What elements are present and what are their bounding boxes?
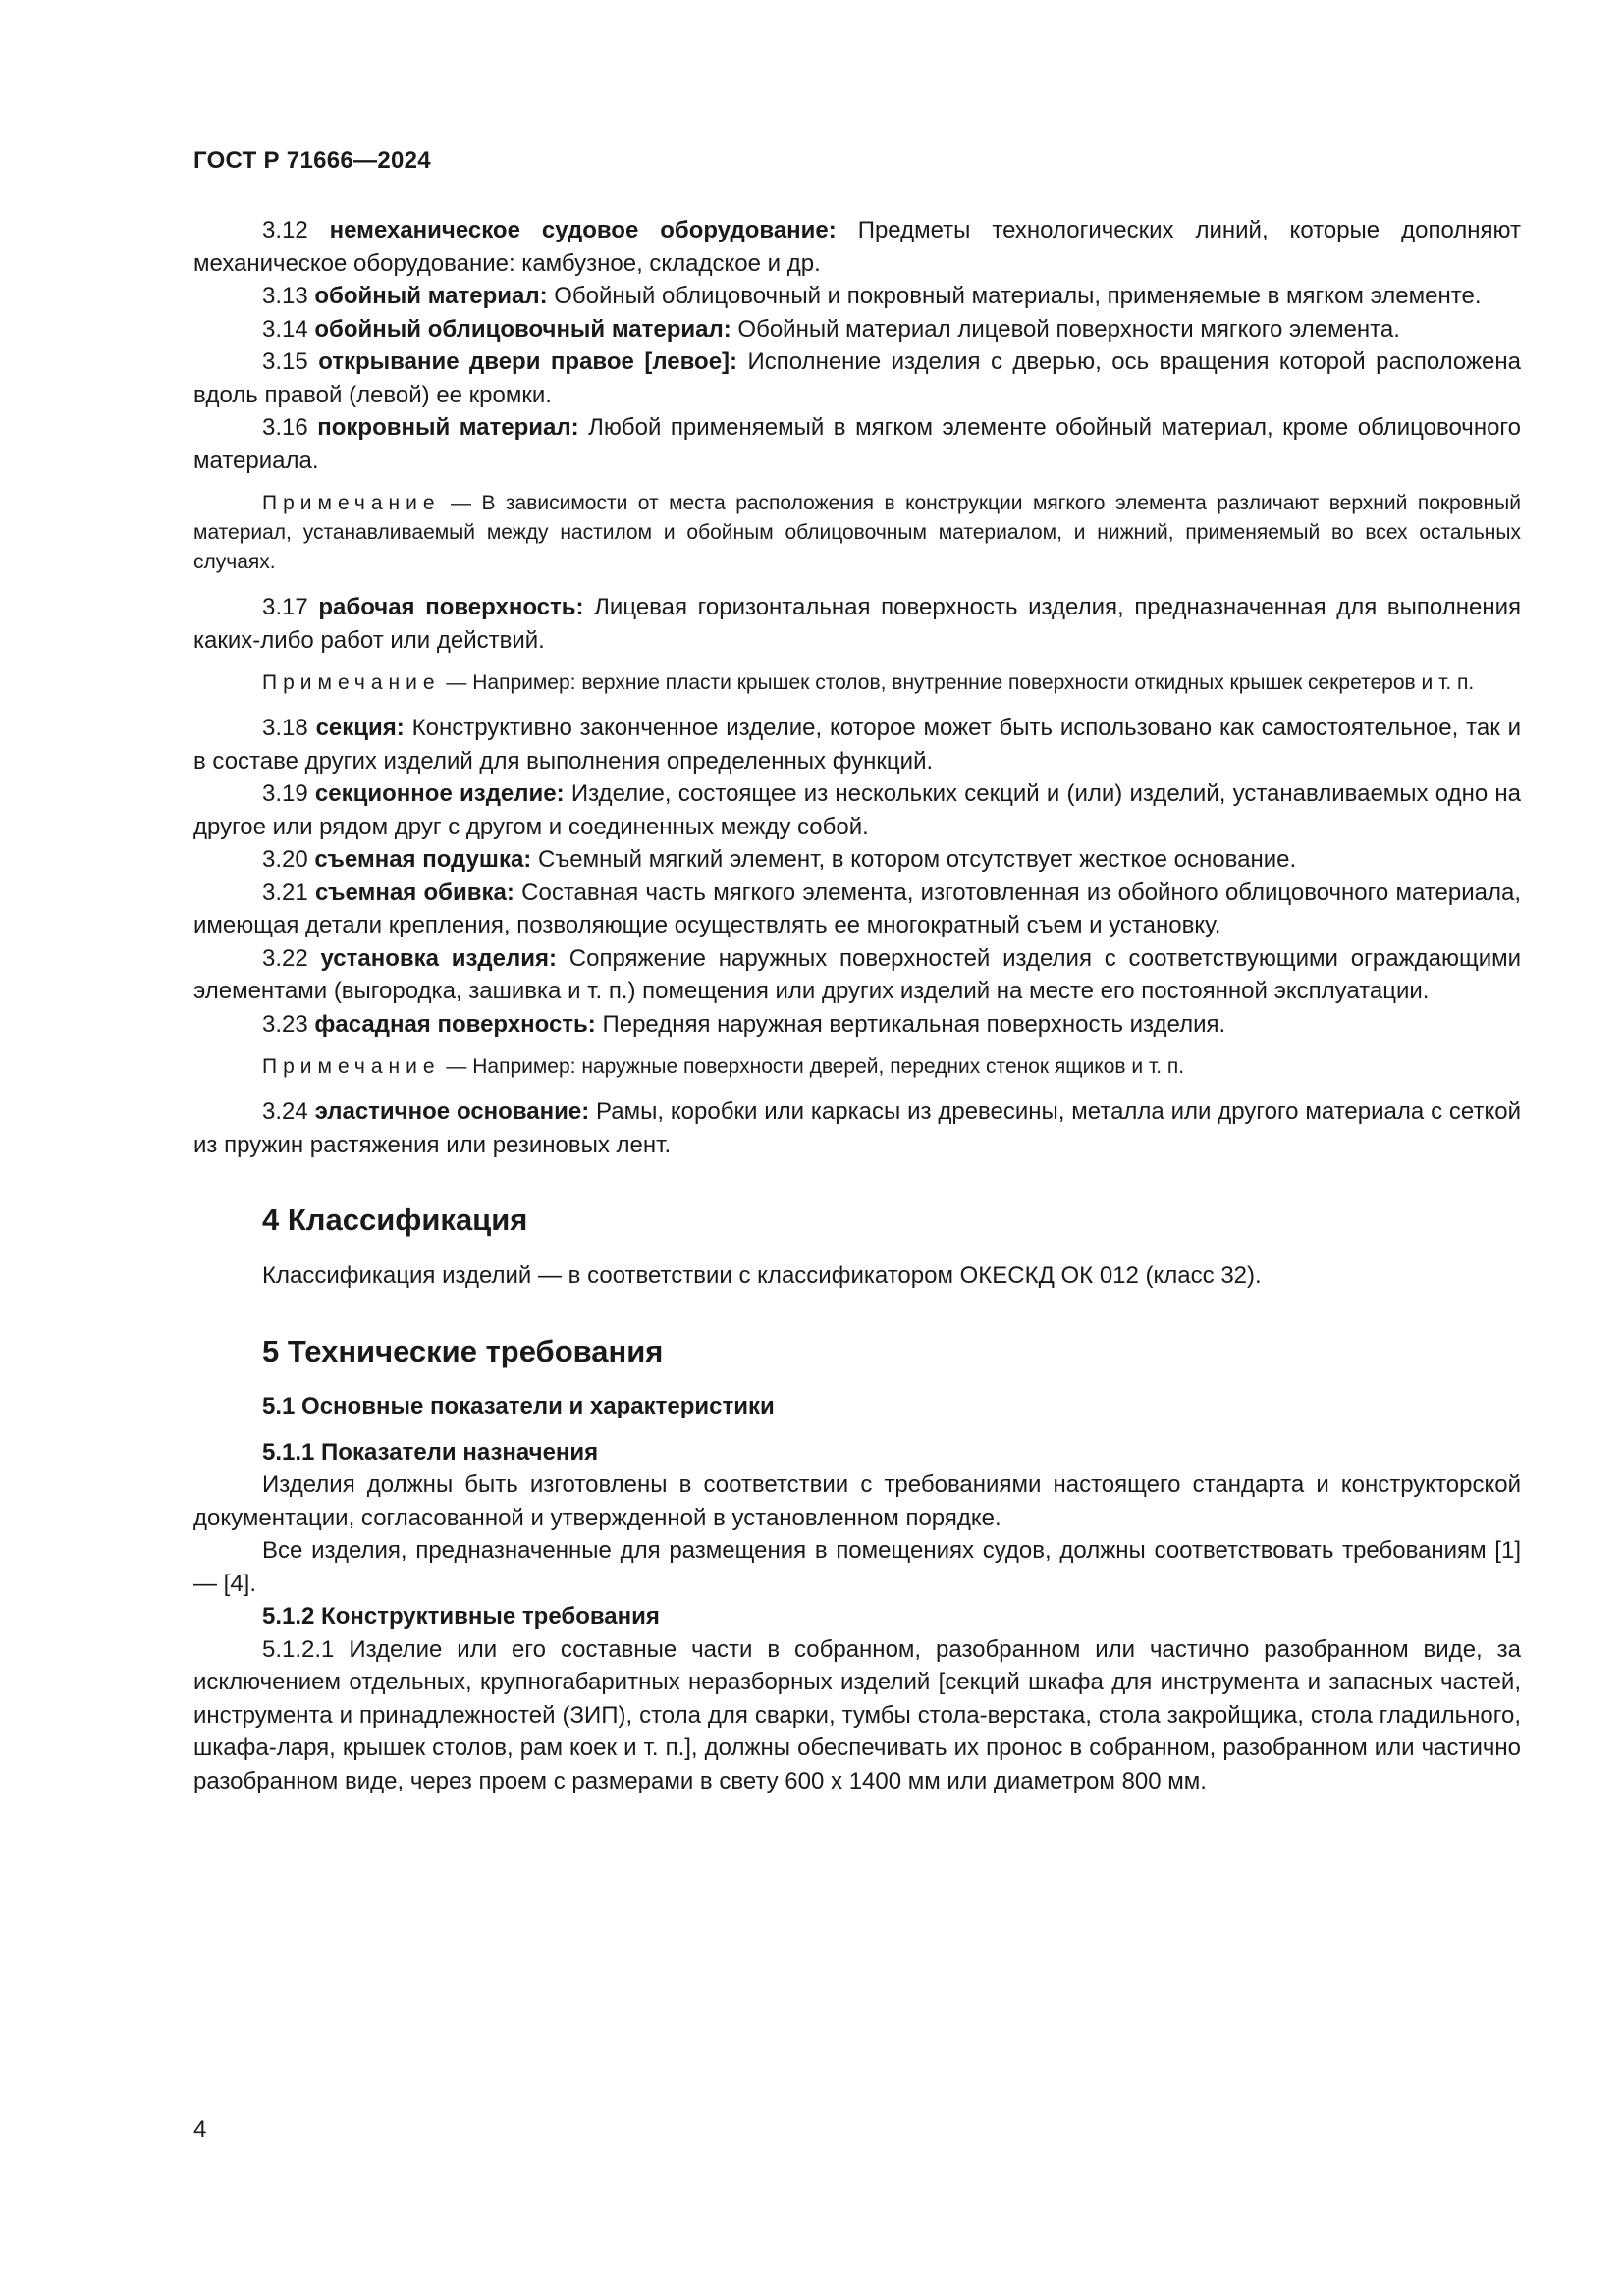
note bbox=[193, 489, 1521, 577]
note-label: Примечание bbox=[262, 492, 441, 514]
term-name: рабочая поверхность: bbox=[318, 594, 584, 620]
paragraph bbox=[193, 214, 1521, 280]
term-name: съемная обивка: bbox=[315, 879, 514, 906]
term-name: открывание двери правое [левое]: bbox=[318, 348, 738, 375]
paragraph bbox=[193, 280, 1521, 313]
paragraph-text: Изделия должны быть изготовлены в соответствии с требованиями настоящего стандарта и конструкторской документации, согласованной и утвержденной в установленном порядке. bbox=[193, 1471, 1521, 1531]
paragraph bbox=[193, 1468, 1521, 1534]
paragraph bbox=[193, 1095, 1521, 1161]
paragraph-text: 3.17 bbox=[262, 594, 319, 620]
paragraph-text: 3.16 bbox=[262, 414, 318, 441]
term-name: съемная подушка: bbox=[314, 846, 532, 873]
section-heading: 4 Классификация bbox=[262, 1202, 528, 1237]
paragraph-text: Обойный материал лицевой поверхности мягкого элемента. bbox=[731, 315, 1400, 343]
paragraph-text: Все изделия, предназначенные для размещения в помещениях судов, должны соответствовать требованиям [1] — [4]. bbox=[193, 1537, 1521, 1597]
note-text: — Например: верхние пласти крышек столов, внутренние поверхности откидных крышек секретеров и т. п. bbox=[440, 671, 1475, 694]
subsubsection-heading: 5.1.2 Конструктивные требования bbox=[262, 1603, 660, 1629]
note-text: — В зависимости от места расположения в конструкции мягкого элемента различают верхний покровный материал, устанавливаемый между настилом и обойным облицовочным материалом, и нижний, применяемый во всех остальных случаях. bbox=[193, 492, 1521, 573]
paragraph-text: 3.12 bbox=[262, 217, 330, 243]
term-name: фасадная поверхность: bbox=[314, 1010, 596, 1038]
paragraph bbox=[193, 942, 1521, 1008]
paragraph-text: 3.20 bbox=[262, 846, 315, 873]
term-name: эластичное основание: bbox=[314, 1098, 590, 1125]
paragraph bbox=[193, 1534, 1521, 1600]
subsection-heading: 5.1 Основные показатели и характеристики bbox=[262, 1392, 775, 1419]
subsubsection-heading: 5.1.1 Показатели назначения bbox=[262, 1438, 599, 1466]
paragraph-text: Обойный облицовочный и покровный материалы, применяемые в мягком элементе. bbox=[547, 283, 1482, 309]
term-name: немеханическое судовое оборудование: bbox=[329, 217, 837, 243]
paragraph-text: 3.23 bbox=[262, 1010, 315, 1038]
paragraph-text: 3.21 bbox=[262, 879, 316, 906]
paragraph-text: Классификация изделий — в соответствии с классификатором ОКЕСКД ОК 012 (класс 32). bbox=[262, 1262, 1262, 1289]
paragraph bbox=[193, 411, 1521, 477]
document-header: ГОСТ Р 71666—2024 bbox=[193, 147, 431, 174]
paragraph-text: 3.13 bbox=[262, 283, 315, 309]
note-text: — Например: наружные поверхности дверей, передних стенок ящиков и т. п. bbox=[440, 1055, 1185, 1078]
term-name: обойный облицовочный материал: bbox=[314, 315, 731, 343]
paragraph bbox=[193, 1633, 1521, 1798]
document-page bbox=[193, 147, 1521, 1797]
paragraph-text: 3.14 bbox=[262, 315, 315, 343]
section-heading: 5 Технические требования bbox=[262, 1333, 664, 1368]
paragraph-text: Съемный мягкий элемент, в котором отсутствует жесткое основание. bbox=[531, 846, 1297, 873]
note bbox=[193, 1052, 1521, 1082]
note-label: Примечание bbox=[262, 1055, 441, 1078]
paragraph-text: 3.19 bbox=[262, 780, 315, 807]
paragraph-text: 3.15 bbox=[262, 348, 319, 375]
note-label: Примечание bbox=[262, 671, 441, 694]
term-name: установка изделия: bbox=[320, 944, 558, 972]
paragraph-text: Предметы технологических линий, которые дополняют механическое оборудование: камбузное, складское и др. bbox=[193, 217, 1521, 277]
term-name: покровный материал: bbox=[317, 414, 579, 441]
paragraph-text: 3.18 bbox=[262, 715, 316, 741]
paragraph-text: 3.22 bbox=[262, 944, 321, 972]
term-name: секция: bbox=[315, 715, 405, 741]
paragraph bbox=[193, 313, 1521, 347]
paragraph-text: Изделие, состоящее из нескольких секций и (или) изделий, устанавливаемых одно на другое или рядом друг с другом и соединенных между собой. bbox=[193, 780, 1521, 840]
paragraph bbox=[193, 777, 1521, 843]
paragraph bbox=[193, 712, 1521, 777]
page-number: 4 bbox=[193, 2116, 207, 2143]
paragraph-text: Конструктивно законченное изделие, которое может быть использовано как самостоятельное, так и в составе других изделий для выполнения определенных функций. bbox=[193, 715, 1521, 774]
paragraph bbox=[193, 843, 1521, 877]
paragraph-text: 5.1.2.1 Изделие или его составные части в собранном, разобранном или частично разобранном виде, за исключением отдельных, крупногабаритных неразборных изделий [секций шкафа для инструмента и запасных частей, инструмента и принадлежностей (ЗИП), стола для сварки, тумбы стола-верстака, стола закройщика, стола гладильного, шкафа-ларя, крышек столов, рам коек и т. п.], должны обеспечивать их пронос в собранном, разобранном или частично разобранном виде, через проем с размерами в свету 600 х 1400 мм или диаметром 800 мм. bbox=[193, 1635, 1521, 1794]
term-name: секционное изделие: bbox=[314, 780, 565, 807]
document-body bbox=[193, 214, 1521, 1797]
paragraph-text: 3.24 bbox=[262, 1098, 315, 1125]
paragraph-text: Исполнение изделия с дверью, ось вращения которой расположена вдоль правой (левой) ее кромки. bbox=[193, 348, 1522, 408]
paragraph-text: Лицевая горизонтальная поверхность изделия, предназначенная для выполнения каких-либо работ или действий. bbox=[193, 594, 1521, 654]
note bbox=[193, 668, 1521, 698]
paragraph-text: Сопряжение наружных поверхностей изделия с соответствующими ограждающими элементами (выгородка, зашивка и т. п.) помещения или других изделий на месте его постоянной эксплуатации. bbox=[193, 944, 1522, 1004]
paragraph bbox=[193, 346, 1521, 411]
paragraph-text: Рамы, коробки или каркасы из древесины, металла или другого материала с сеткой из пружин растяжения или резиновых лент. bbox=[193, 1098, 1521, 1158]
paragraph bbox=[193, 1008, 1521, 1041]
paragraph bbox=[193, 877, 1521, 942]
paragraph-text: Любой применяемый в мягком элементе обойный материал, кроме облицовочного материала. bbox=[193, 414, 1521, 474]
paragraph bbox=[193, 1259, 1521, 1293]
paragraph-text: Передняя наружная вертикальная поверхность изделия. bbox=[595, 1010, 1226, 1038]
paragraph bbox=[193, 591, 1521, 657]
paragraph-text: Составная часть мягкого элемента, изготовленная из обойного облицовочного материала, имеющая детали крепления, позволяющие осуществлять ее многократный съем и установку. bbox=[193, 879, 1521, 938]
term-name: обойный материал: bbox=[314, 283, 548, 309]
